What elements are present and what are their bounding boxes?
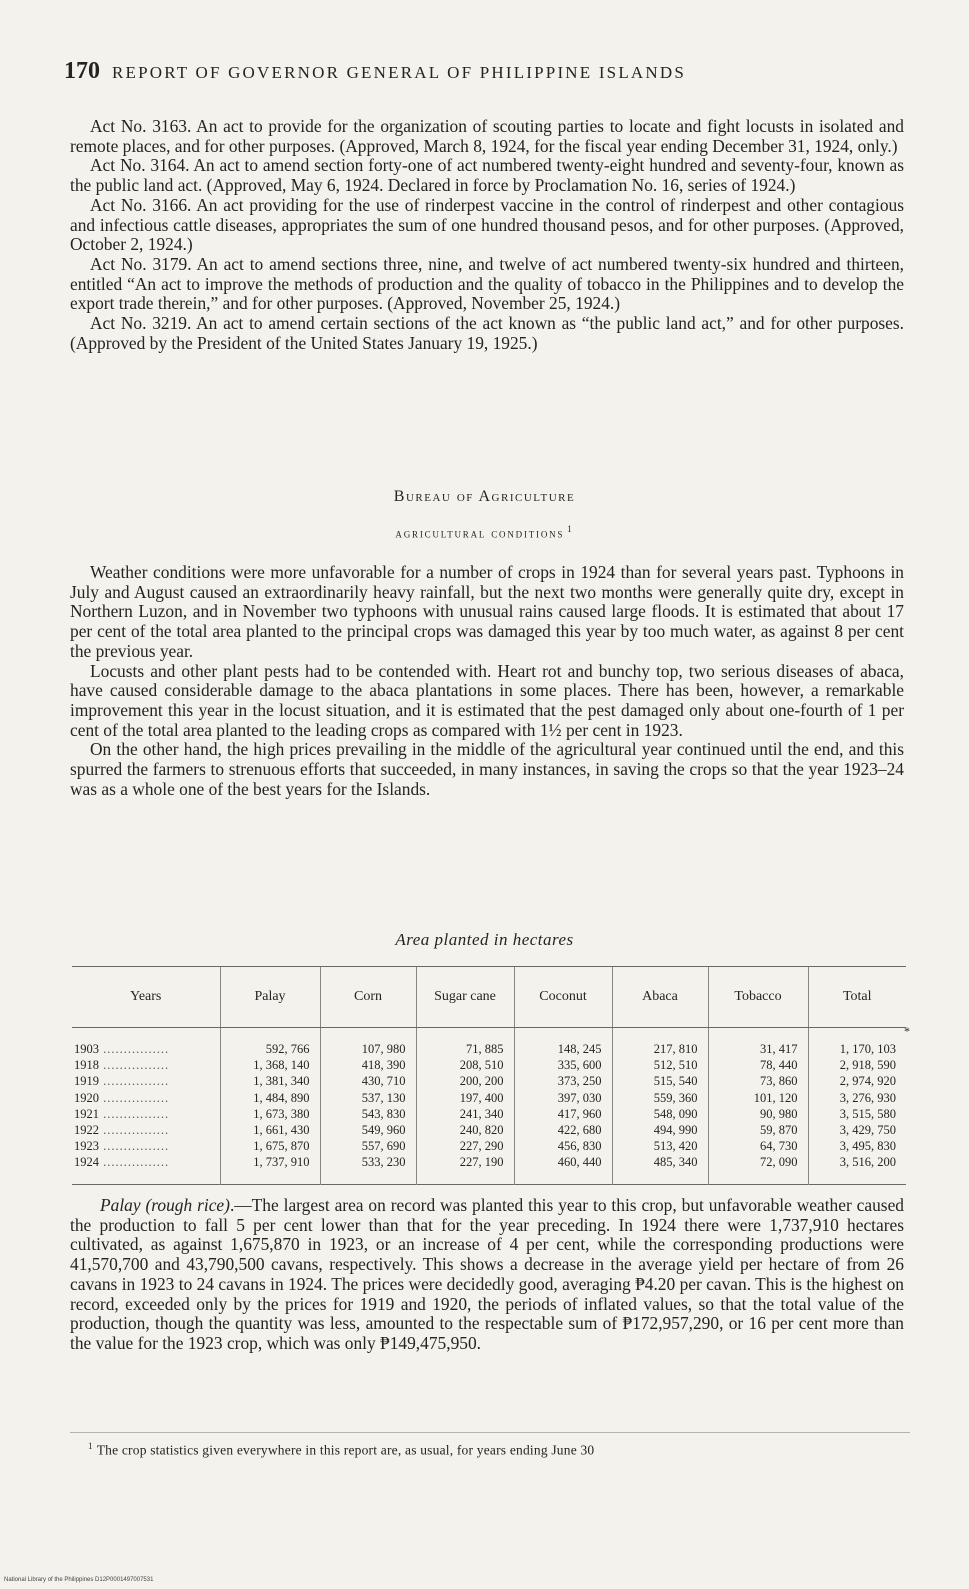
table-cell: 101, 120	[708, 1090, 808, 1106]
running-header	[64, 58, 904, 85]
table-cell: 241, 340	[416, 1106, 514, 1122]
act-paragraph: Act No. 3179. An act to amend sections three, nine, and twelve of act numbered twenty-six hundred and thirteen, entitled “An act to improve the methods of production and the quality of tobacco in the Philippines and to develop the export trade therein,” and for other purposes. (Approved, November 25, 1924.)	[70, 253, 904, 314]
table-cell: 200, 200	[416, 1073, 514, 1089]
table-cell: 31, 417	[708, 1028, 808, 1058]
table-cell: 456, 830	[514, 1138, 612, 1154]
table-row	[72, 1073, 906, 1089]
table-row	[72, 1106, 906, 1122]
conditions-text	[70, 563, 904, 799]
table-cell: 73, 860	[708, 1073, 808, 1089]
table-caption: Area planted in hectares	[395, 930, 574, 949]
table-cell: 422, 680	[514, 1122, 612, 1138]
table-cell: 64, 730	[708, 1138, 808, 1154]
table-cell: 1, 170, 103	[808, 1028, 906, 1058]
table-cell: 3, 516, 200	[808, 1154, 906, 1184]
table-cell: 107, 980	[320, 1028, 416, 1058]
table-cell: 217, 810	[612, 1028, 708, 1058]
year-cell	[72, 1090, 220, 1106]
table-cell: 3, 495, 830	[808, 1138, 906, 1154]
table-cell: 335, 600	[514, 1057, 612, 1073]
table-row	[72, 1090, 906, 1106]
table-cell: 373, 250	[514, 1073, 612, 1089]
col-header-corn: Corn	[320, 967, 416, 1028]
year-label: 1920 .....	[74, 1091, 169, 1105]
table-body	[72, 1028, 906, 1185]
table-cell: 208, 510	[416, 1057, 514, 1073]
year-cell	[72, 1073, 220, 1089]
table-cell: 78, 440	[708, 1057, 808, 1073]
footnote	[88, 1441, 594, 1459]
table-cell: 3, 515, 580	[808, 1106, 906, 1122]
year-label: 1922 .....	[74, 1123, 169, 1137]
area-planted-table	[72, 966, 906, 1185]
conditions-paragraph: Weather conditions were more unfavorable for a number of crops in 1924 than for several years past. Typhoons in July and August caused an extraordinarily heavy rainfall, but the next two months were generally quite dry, except in Northern Luzon, and in November two typhoons with unusual rains caused large floods. It is estimated that about 17 per cent of the total area planted to the principal crops was damaged this year by too much water, as against 8 per cent the previous year.	[70, 562, 904, 661]
table-cell: 1, 661, 430	[220, 1122, 320, 1138]
table-cell: 533, 230	[320, 1154, 416, 1184]
acts-list	[70, 117, 904, 353]
table-header-row	[72, 967, 906, 1028]
table-cell: 227, 290	[416, 1138, 514, 1154]
palay-section	[70, 1196, 904, 1354]
col-header-tobacco: Tobacco	[708, 967, 808, 1028]
bureau-heading: Bureau of Agriculture	[393, 488, 576, 505]
table-cell: 71, 885	[416, 1028, 514, 1058]
footnote-rule	[70, 1432, 910, 1433]
year-cell	[72, 1028, 220, 1058]
table-cell: 1, 737, 910	[220, 1154, 320, 1184]
act-paragraph: Act No. 3164. An act to amend section forty-one of act numbered twenty-eight hundred and seventy-four, known as the public land act. (Approved, May 6, 1924. Declared in force by Proclamation No. 16, series of 1924.)	[70, 155, 904, 196]
running-title: REPORT OF GOVERNOR GENERAL OF PHILIPPINE ISLANDS	[112, 63, 687, 82]
year-cell	[72, 1122, 220, 1138]
year-label: 1921 .....	[74, 1107, 169, 1121]
col-header-years: Years	[72, 967, 220, 1028]
table-cell: 72, 090	[708, 1154, 808, 1184]
year-cell	[72, 1106, 220, 1122]
table-cell: 515, 540	[612, 1073, 708, 1089]
table-cell: 513, 420	[612, 1138, 708, 1154]
table-cell: 559, 360	[612, 1090, 708, 1106]
palay-term: Palay	[100, 1195, 141, 1215]
conditions-heading	[0, 524, 969, 541]
conditions-paragraph: On the other hand, the high prices prevailing in the middle of the agricultural year continued until the end, and this spurred the farmers to strenuous efforts that succeeded, in many instances, in saving the crops so that the year 1923–24 was as a whole one of the best years for the Islands.	[70, 739, 904, 799]
palay-gloss: (rough rice)	[145, 1195, 230, 1215]
table-row	[72, 1057, 906, 1073]
year-label: 1918 .....	[74, 1058, 169, 1072]
table-cell: 1, 484, 890	[220, 1090, 320, 1106]
conditions-paragraph: Locusts and other plant pests had to be contended with. Heart rot and bunchy top, two serious diseases of abaca, have caused considerable damage to the abaca plantations in some places. There has been, however, a remarkable improvement this year in the locust situation, and it is estimated that the pest damaged only about one-fourth of 1 per cent of the total area planted to the leading crops as compared with 1½ per cent in 1923.	[70, 660, 904, 740]
table-cell: 485, 340	[612, 1154, 708, 1184]
table-cell: 494, 990	[612, 1122, 708, 1138]
table-cell: 2, 918, 590	[808, 1057, 906, 1073]
act-paragraph: Act No. 3166. An act providing for the use of rinderpest vaccine in the control of rinderpest and other contagious and infectious cattle diseases, appropriates the sum of one hundred thousand pesos, and for other purposes. (Approved, October 2, 1924.)	[70, 194, 904, 255]
table-cell: 430, 710	[320, 1073, 416, 1089]
table-cell: 397, 030	[514, 1090, 612, 1106]
table-cell: 59, 870	[708, 1122, 808, 1138]
act-paragraph: Act No. 3219. An act to amend certain sections of the act known as “the public land act,” and for other purposes. (Approved by the President of the United States January 19, 1925.)	[70, 313, 904, 353]
palay-text: .—The largest area on record was planted this year to this crop, but unfavorable weather caused the production to fall 5 per cent lower than that for the year preceding. In 1924 there were 1,737,910 hectares cultivated, as against 1,675,870 in 1923, or an increase of 4 per cent, while the corresponding productions were 41,570,700 and 43,790,500 cavans, respectively. This shows a decrease in the average yield per hectare of from 26 cavans in 1923 to 24 cavans in 1924. The prices were decidedly good, averaging ₱4.20 per cavan. This is the highest on record, exceeded only by the prices for 1919 and 1920, the periods of inflated values, so that the total value of the production, though the quantity was less, amounted to the respectable sum of ₱172,957,290, or 16 per cent more than the value for the 1923 crop, which was only ₱149,475,950.	[70, 1195, 904, 1353]
table-cell: 3, 429, 750	[808, 1122, 906, 1138]
col-header-coconut: Coconut	[514, 967, 612, 1028]
footnote-text: The crop statistics given everywhere in this report are, as usual, for years ending June 30	[96, 1442, 595, 1458]
table-cell: 148, 245	[514, 1028, 612, 1058]
year-label: 1919 .....	[74, 1074, 169, 1088]
act-paragraph: Act No. 3163. An act to provide for the organization of scouting parties to locate and fight locusts in isolated and remote places, and for other purposes. (Approved, March 8, 1924, for the fiscal year ending December 31, 1924, only.)	[70, 116, 904, 156]
area-table-container	[72, 966, 906, 1185]
year-cell	[72, 1154, 220, 1184]
page-number: 170	[64, 58, 100, 84]
table-cell: 557, 690	[320, 1138, 416, 1154]
year-label: 1903 .....	[74, 1042, 169, 1056]
table-cell: 537, 130	[320, 1090, 416, 1106]
year-cell	[72, 1138, 220, 1154]
scan-stamp: National Library of the Philippines D12P0001497007531	[4, 1577, 154, 1583]
table-cell: 460, 440	[514, 1154, 612, 1184]
palay-paragraph	[70, 1196, 904, 1354]
table-cell: 227, 190	[416, 1154, 514, 1184]
table-cell: 1, 368, 140	[220, 1057, 320, 1073]
table-cell: 512, 510	[612, 1057, 708, 1073]
col-header-abaca: Abaca	[612, 967, 708, 1028]
table-cell: 549, 960	[320, 1122, 416, 1138]
table-cell: 1, 381, 340	[220, 1073, 320, 1089]
table-cell: 2, 974, 920	[808, 1073, 906, 1089]
year-label: 1923 .....	[74, 1139, 169, 1153]
table-row	[72, 1122, 906, 1138]
table-cell: 548, 090	[612, 1106, 708, 1122]
table-cell: 90, 980	[708, 1106, 808, 1122]
table-cell: 197, 400	[416, 1090, 514, 1106]
table-row	[72, 1138, 906, 1154]
conditions-heading-text: agricultural conditions	[395, 525, 565, 541]
table-margin-mark: *	[904, 1024, 910, 1038]
table-cell: 240, 820	[416, 1122, 514, 1138]
col-header-sugar-cane: Sugar cane	[416, 967, 514, 1028]
col-header-total: Total	[808, 967, 906, 1028]
table-cell: 418, 390	[320, 1057, 416, 1073]
table-cell: 1, 673, 380	[220, 1106, 320, 1122]
footnote-mark: 1	[567, 524, 574, 534]
year-cell	[72, 1057, 220, 1073]
footnote-number: 1	[88, 1441, 93, 1451]
table-cell: 1, 675, 870	[220, 1138, 320, 1154]
col-header-palay: Palay	[220, 967, 320, 1028]
table-cell: 543, 830	[320, 1106, 416, 1122]
table-cell: 417, 960	[514, 1106, 612, 1122]
year-label: 1924 .....	[74, 1155, 169, 1169]
table-cell: 592, 766	[220, 1028, 320, 1058]
table-row	[72, 1154, 906, 1184]
table-row	[72, 1028, 906, 1058]
table-cell: 3, 276, 930	[808, 1090, 906, 1106]
